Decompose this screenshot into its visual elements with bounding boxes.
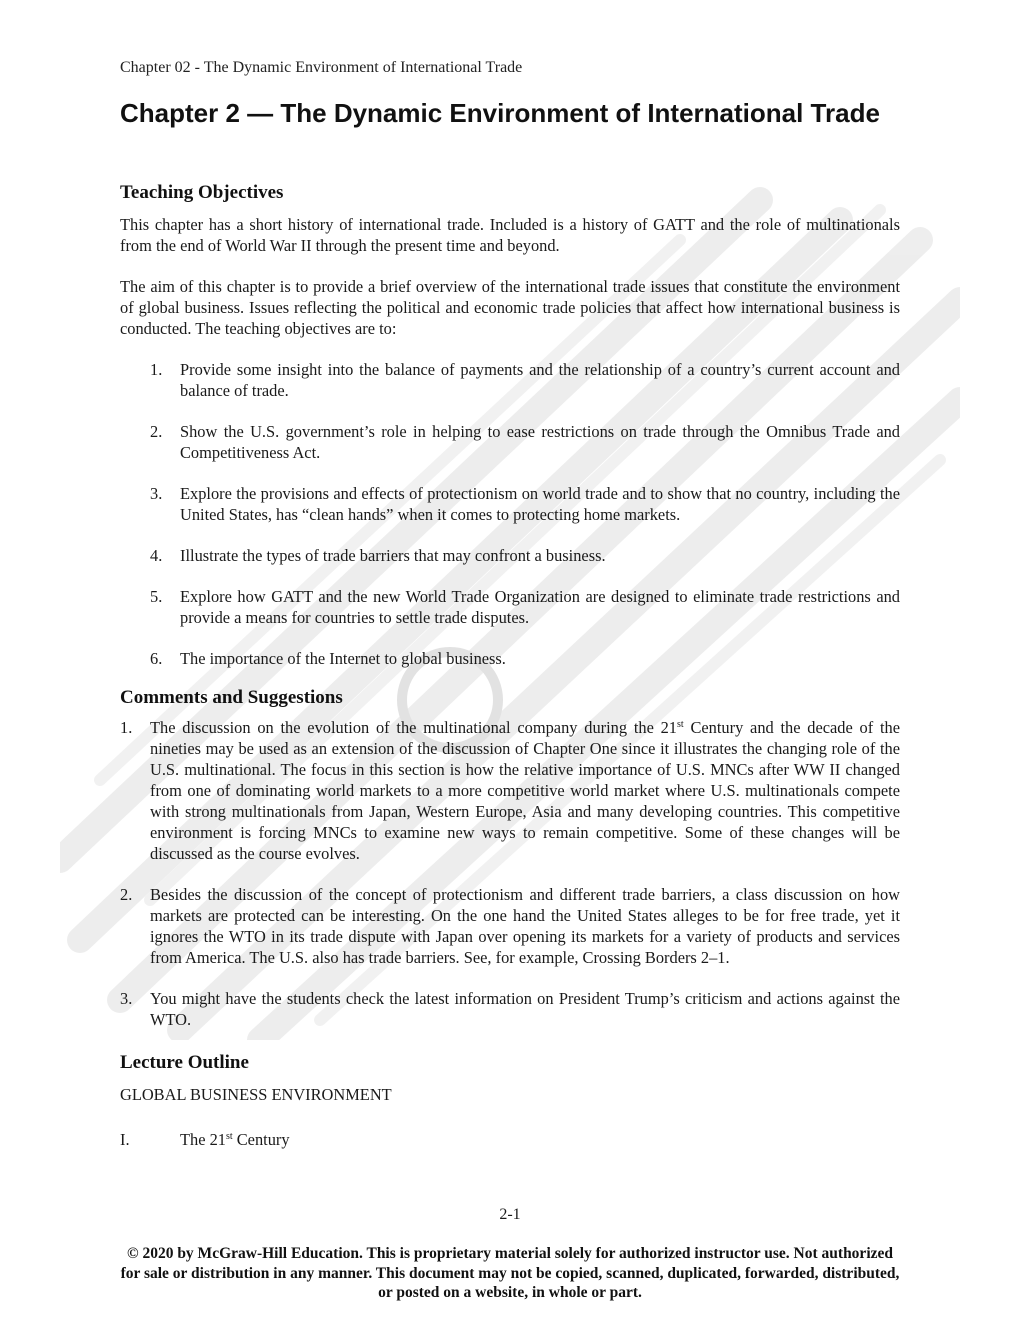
comments-heading: Comments and Suggestions (120, 687, 343, 708)
outline-item (120, 1129, 900, 1150)
outline-item-number: I. (120, 1130, 130, 1149)
list-item (120, 648, 900, 669)
list-item-number: 4. (150, 546, 163, 565)
outline-item-text (180, 1129, 290, 1150)
copyright-notice: © 2020 by McGraw-Hill Education. This is proprietary material solely for authorized instructor use. Not authorized for sale or distribution in any manner. This document may not be copied, scanned, duplicated, forwarded, distributed, or posted on a website, in whole or part. (120, 1245, 900, 1301)
list-item (120, 421, 900, 463)
list-item-text: Explore the provisions and effects of protectionism on world trade and to show that no country, including the United States, has “clean hands” when it comes to protecting home markets. (180, 484, 900, 524)
list-item (120, 988, 900, 1030)
running-head: Chapter 02 - The Dynamic Environment of International Trade (120, 59, 523, 76)
list-item-number: 1. (150, 360, 163, 379)
list-item (120, 717, 900, 864)
list-item-text: Besides the discussion of the concept of protectionism and different trade barriers, a class discussion on how markets are protected can be interesting. On the one hand the United States alleges to be for free trade, yet it ignores the WTO in its trade dispute with Japan over opening its markets for a variety of products and services from America. The U.S. also has trade barriers. See, for example, Crossing Borders 2–1. (150, 885, 900, 967)
page-number: 2-1 (499, 1206, 521, 1223)
chapter-title: Chapter 2 — The Dynamic Environment of International Trade (120, 98, 880, 128)
main-content (120, 180, 900, 1150)
text-run: The 21 (180, 1130, 226, 1149)
superscript: st (225, 1131, 233, 1142)
teaching-objectives-para-1: This chapter has a short history of international trade. Included is a history of GATT and the role of multinationals from the end of World War II through the present time and beyond. (120, 215, 900, 255)
list-item-number: 2. (150, 422, 163, 441)
list-item-text: You might have the students check the latest information on President Trump’s criticism and actions against the WTO. (150, 989, 900, 1029)
comments-list (120, 717, 900, 1030)
list-item-number: 1. (120, 718, 133, 737)
objectives-list (120, 359, 900, 669)
list-item-number: 2. (120, 885, 133, 904)
list-item-text: The importance of the Internet to global business. (180, 649, 506, 668)
text-run: Century and the decade of the nineties may be used as an extension of the discussion of Chapter One since it illustrates the changing role of the U.S. multinational. The focus in this section is how the relative importance of U.S. MNCs after WW II changed from one of dominating world markets to a more competitive world market where U.S. multinationals compete with strong multinationals from Japan, Western Europe, Asia and many developing countries. This competitive environment is forcing MNCs to examine new ways to remain competitive. Some of these changes will be discussed as the course evolves. (150, 718, 901, 863)
text-run: Century (232, 1130, 290, 1149)
list-item-number: 3. (120, 989, 133, 1008)
list-item-number: 5. (150, 587, 163, 606)
lecture-subheading: GLOBAL BUSINESS ENVIRONMENT (120, 1085, 392, 1104)
lecture-outline-heading: Lecture Outline (120, 1052, 249, 1073)
list-item-text: Show the U.S. government’s role in helping to ease restrictions on trade through the Omnibus Trade and Competitiveness Act. (180, 422, 900, 462)
text-run: The discussion on the evolution of the multinational company during the 21 (150, 718, 678, 737)
list-item-text: Explore how GATT and the new World Trade Organization are designed to eliminate trade restrictions and provide a means for countries to settle trade disputes. (180, 587, 900, 627)
list-item (120, 586, 900, 628)
list-item (120, 359, 900, 401)
list-item-text (150, 717, 900, 864)
list-item-text: Provide some insight into the balance of payments and the relationship of a country’s current account and balance of trade. (180, 360, 900, 400)
list-item-number: 6. (150, 649, 163, 668)
teaching-objectives-para-2: The aim of this chapter is to provide a brief overview of the international trade issues that constitute the environment of global business. Issues reflecting the political and economic trade policies that affect how international business is conducted. The teaching objectives are to: (120, 277, 900, 338)
list-item (120, 884, 900, 968)
list-item (120, 545, 900, 566)
list-item-number: 3. (150, 484, 163, 503)
superscript: st (677, 719, 684, 730)
teaching-objectives-heading: Teaching Objectives (120, 182, 284, 203)
list-item-text: Illustrate the types of trade barriers that may confront a business. (180, 546, 606, 565)
list-item (120, 483, 900, 525)
